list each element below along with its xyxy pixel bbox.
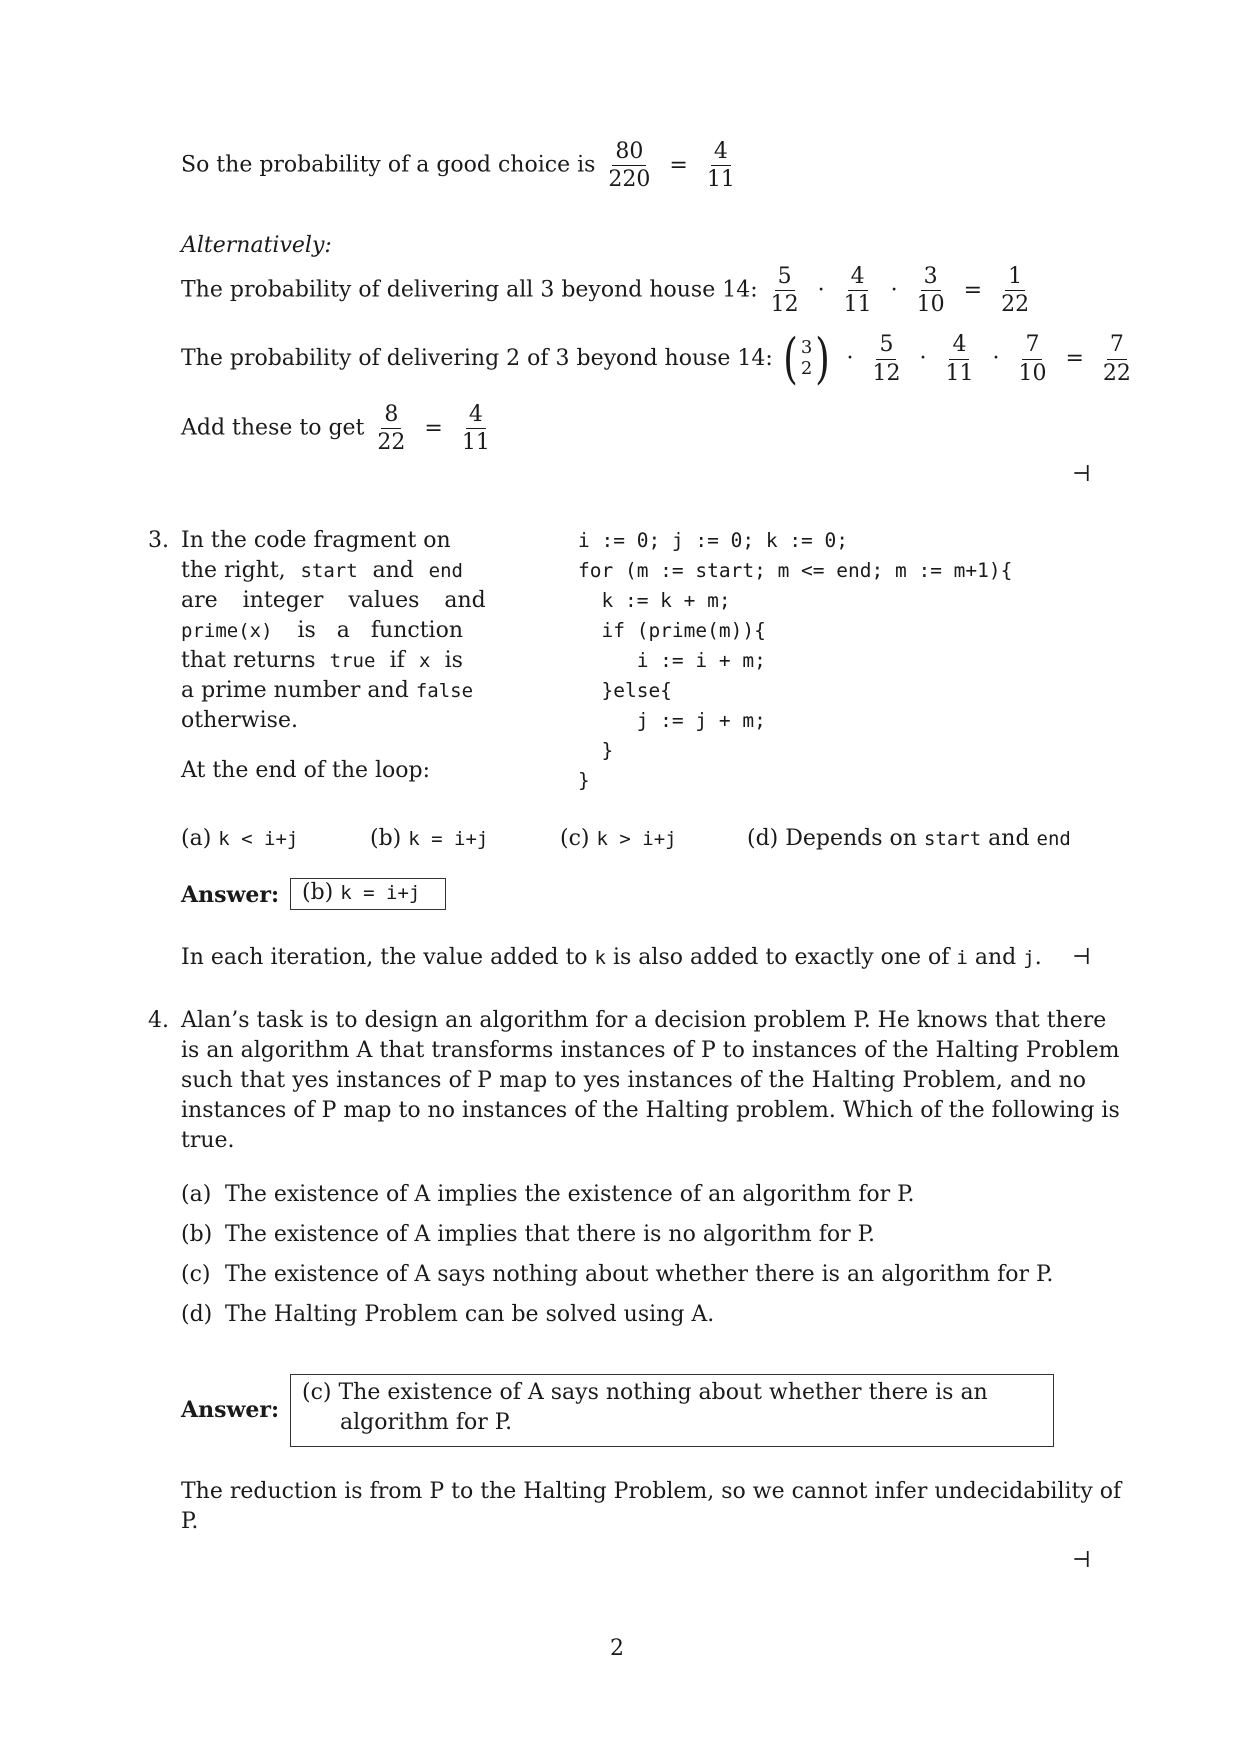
binomial: ( 3 2 ) <box>783 327 831 390</box>
q4-stem-line: true. <box>181 1128 235 1153</box>
q3-answer-text: (b) k = i+j <box>302 880 421 905</box>
q3-description <box>181 526 486 736</box>
fraction: $\frac{5}{12}$ <box>872 332 901 386</box>
code-line: k := k + m; <box>578 589 731 612</box>
q4-stem <box>181 1006 1120 1156</box>
q4-stem-line: such that yes instances of P map to yes instances of the Halting Problem, and no <box>181 1068 1086 1093</box>
q4-option-d: (d) The Halting Problem can be solved using A. <box>181 1302 715 1327</box>
q3-desc-line: otherwise. <box>181 708 298 733</box>
code-line: }else{ <box>578 679 672 702</box>
q3-desc-line: that returns true if x is <box>181 648 463 673</box>
q3-answer-label: Answer: <box>181 882 280 908</box>
q3-number: 3. <box>148 528 169 553</box>
add-line: Add these to get $\frac{8}{22}$ = $\frac{4}{11}$ <box>181 403 496 454</box>
fraction: $\frac{4}{11}$ <box>843 264 872 318</box>
q3-desc-line: In the code fragment on <box>181 528 451 553</box>
q3-option-c: (c) k > i+j <box>560 826 677 851</box>
alternatively-heading: Alternatively: <box>181 233 332 258</box>
fraction: $\frac{4}{11}$ <box>706 139 735 193</box>
q4-explanation: The reduction is from P to the Halting Problem, so we cannot infer undecidability of P. <box>181 1479 1122 1534</box>
q3-loop-end-text: At the end of the loop: <box>181 758 431 783</box>
q3-desc-line: are integer values and <box>181 588 486 613</box>
fraction: $\frac{80}{220}$ <box>608 139 651 193</box>
q3-option-b: (b) k = i+j <box>370 826 489 851</box>
fraction: $\frac{4}{11}$ <box>461 402 490 456</box>
fraction: $\frac{1}{22}$ <box>1001 264 1030 318</box>
q4-options <box>181 1180 1053 1340</box>
q4-number: 4. <box>148 1008 169 1033</box>
fraction: $\frac{5}{12}$ <box>770 264 799 318</box>
code-line: j := j + m; <box>578 709 766 732</box>
code-line: i := 0; j := 0; k := 0; <box>578 529 849 552</box>
code-line: } <box>578 769 590 792</box>
q3-option-a: (a) k < i+j <box>181 826 299 851</box>
q3-desc-line: prime(x) is a function <box>181 618 463 643</box>
q4-option-c: (c) The existence of A says nothing about whether there is an algorithm for P. <box>181 1262 1054 1287</box>
fraction: $\frac{4}{11}$ <box>945 332 974 386</box>
code-line: i := i + m; <box>578 649 766 672</box>
all3-line: The probability of delivering all 3 beyond house 14: $\frac{5}{12}$ · $\frac{4}{11}$ · $\frac{3}{10}$ = $\frac{1}{22}$ <box>181 265 1035 316</box>
all3-text: The probability of delivering all 3 beyond house 14: <box>181 277 758 303</box>
q3-desc-line: a prime number and false <box>181 678 474 703</box>
page-number: 2 <box>610 1636 624 1661</box>
fraction: $\frac{3}{10}$ <box>916 264 945 318</box>
q4-answer-label: Answer: <box>181 1397 280 1423</box>
two3-text: The probability of delivering 2 of 3 beyond house 14: <box>181 346 773 371</box>
good-choice-text: So the probability of a good choice is <box>181 152 596 178</box>
q4-stem-line: Alan’s task is to design an algorithm for a decision problem P. He knows that there <box>181 1008 1107 1033</box>
good-choice-line: So the probability of a good choice is $\frac{80}{220}$ = $\frac{4}{11}$ <box>181 140 741 191</box>
two3-line: The probability of delivering 2 of 3 beyond house 14: ( 3 2 ) · $\frac{5}{12}$ · $\frac{4}{11}$ · $\frac{7}{10}$ = $\frac{7}{22}$ <box>181 332 1137 386</box>
q4-option-a: (a) The existence of A implies the existence of an algorithm for P. <box>181 1182 915 1207</box>
end-of-proof-mark: ⊣ <box>1072 945 1091 970</box>
end-of-proof-mark: ⊣ <box>1072 1548 1091 1573</box>
end-of-proof-mark: ⊣ <box>1072 462 1091 487</box>
add-text: Add these to get <box>181 415 365 441</box>
code-line: for (m := start; m <= end; m := m+1){ <box>578 559 1013 582</box>
fraction: $\frac{8}{22}$ <box>377 402 406 456</box>
code-line: if (prime(m)){ <box>578 619 766 642</box>
q3-desc-line: the right, start and end <box>181 558 463 583</box>
fraction: $\frac{7}{10}$ <box>1018 332 1047 386</box>
q4-stem-line: is an algorithm A that transforms instances of P to instances of the Halting Problem <box>181 1038 1120 1063</box>
q3-explanation: In each iteration, the value added to k is also added to exactly one of i and j. <box>181 945 1042 970</box>
fraction: $\frac{7}{22}$ <box>1102 332 1131 386</box>
q4-answer-text: (c) The existence of A says nothing about whether there is an algorithm for P. <box>302 1380 988 1435</box>
code-line: } <box>578 739 614 762</box>
q4-option-b: (b) The existence of A implies that there is no algorithm for P. <box>181 1222 875 1247</box>
q4-stem-line: instances of P map to no instances of the Halting problem. Which of the following is <box>181 1098 1120 1123</box>
q3-option-d: (d) Depends on start and end <box>747 826 1071 851</box>
